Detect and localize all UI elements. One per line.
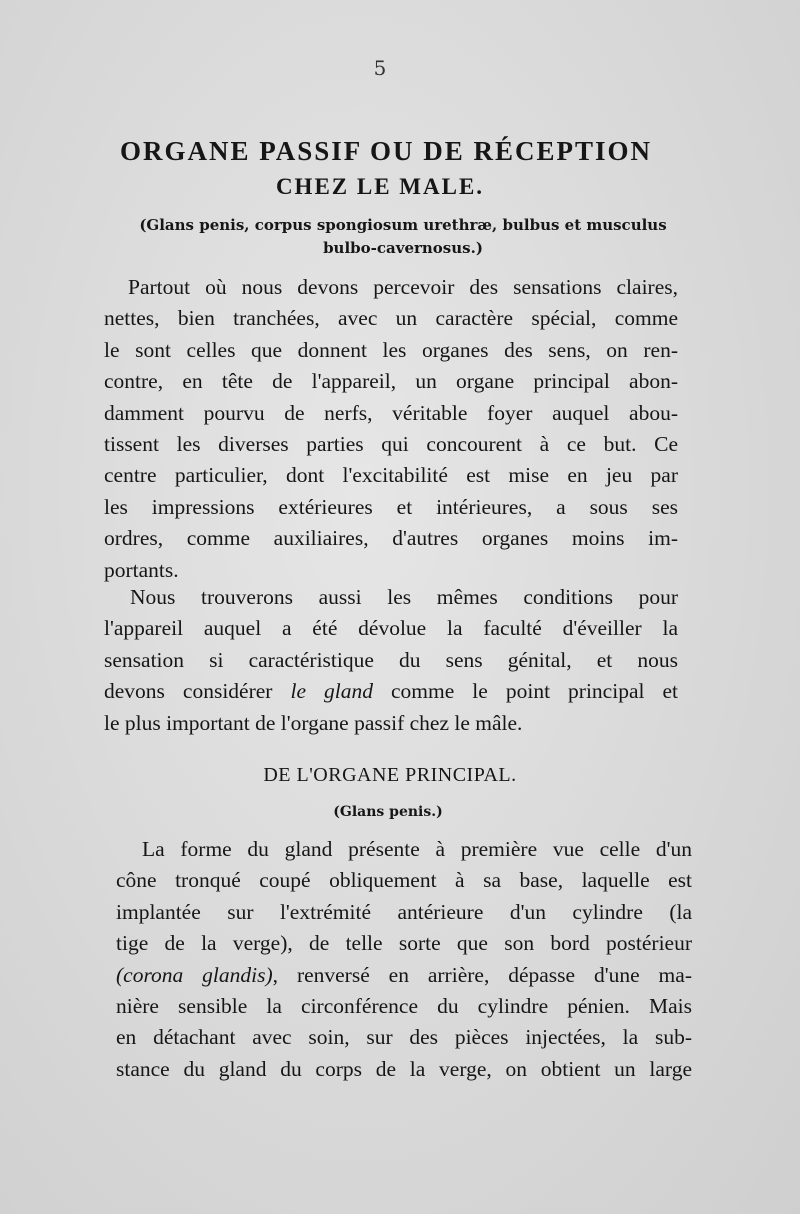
paragraph-3-line: implantée sur l'extrémité antérieure d'un cylindre (la — [116, 899, 692, 924]
chapter-title-line2: CHEZ LE MALE. — [275, 174, 485, 199]
paragraph-3-line: cône tronqué coupé obliquement à sa base, laquelle est — [116, 868, 692, 893]
paragraph-3-line — [116, 960, 692, 991]
paragraph-3-line: stance du gland du corps de la verge, on obtient un large — [116, 1056, 692, 1081]
paragraph-3-line: tige de la verge), de telle sorte que son bord postérieur — [116, 931, 692, 956]
section-latin-subtitle: (Glans penis.) — [333, 804, 443, 820]
paragraph-3 — [116, 834, 692, 1085]
paragraph-2-line: l'appareil auquel a été dévolue la faculté d'éveiller la — [104, 616, 678, 641]
page-number: 5 — [373, 56, 387, 80]
paragraph-1-line: le sont celles que donnent les organes des sens, on ren- — [104, 337, 678, 362]
paragraph-2-line: le plus important de l'organe passif chez le mâle. — [104, 710, 523, 735]
paragraph-1-line: portants. — [104, 557, 179, 582]
latin-subtitle-line2: bulbo-cavernosus.) — [323, 239, 483, 257]
paragraph-2-line — [104, 676, 678, 707]
paragraph-2 — [104, 582, 678, 739]
paragraph-1-line: nettes, bien tranchées, avec un caractère spécial, comme — [104, 306, 678, 331]
text-run: , renversé en arrière, dépasse d'une ma- — [272, 962, 692, 987]
paragraph-1-line: les impressions extérieures et intérieures, a sous ses — [104, 494, 678, 519]
italic-term: (corona glandis) — [116, 962, 273, 987]
italic-term: le gland — [290, 679, 373, 704]
paragraph-2-line: Nous trouverons aussi les mêmes conditions pour — [130, 585, 678, 609]
paragraph-1-line: contre, en tête de l'appareil, un organe principal abon- — [104, 369, 678, 394]
latin-subtitle — [108, 214, 698, 260]
text-run: comme le point principal et — [373, 679, 678, 704]
text-run: devons considérer — [104, 679, 291, 704]
paragraph-3-line: La forme du gland présente à première vue celle d'un — [142, 837, 692, 861]
paragraph-1-line: ordres, comme auxiliaires, d'autres organes moins im- — [104, 526, 678, 551]
paragraph-1-line: damment pourvu de nerfs, véritable foyer auquel abou- — [104, 400, 678, 425]
paragraph-1-line: Partout où nous devons percevoir des sensations claires, — [128, 275, 678, 299]
paragraph-3-line: en détachant avec soin, sur des pièces injectées, la sub- — [116, 1025, 692, 1050]
chapter-title-line1: ORGANE PASSIF OU DE RÉCEPTION — [119, 136, 653, 166]
paragraph-3-line: nière sensible la circonférence du cylindre pénien. Mais — [116, 994, 692, 1019]
paragraph-2-line: sensation si caractéristique du sens génital, et nous — [104, 647, 678, 672]
paragraph-1 — [104, 272, 678, 586]
latin-subtitle-line1: (Glans penis, corpus spongiosum urethræ, bulbus et musculus — [139, 216, 667, 234]
paragraph-1-line: tissent les diverses parties qui concourent à ce but. Ce — [104, 432, 678, 457]
paragraph-1-line: centre particulier, dont l'excitabilité est mise en jeu par — [104, 463, 678, 488]
section-heading: DE L'ORGANE PRINCIPAL. — [263, 764, 517, 786]
